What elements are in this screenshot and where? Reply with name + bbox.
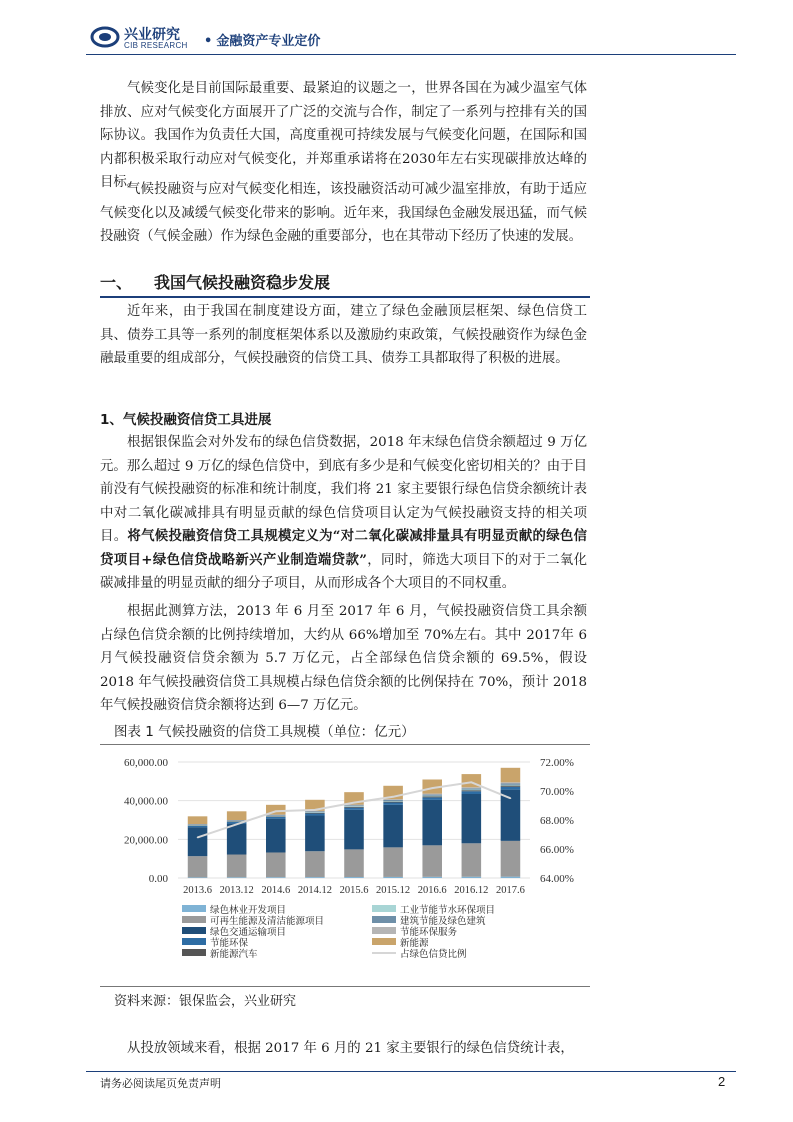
bar-segment (227, 824, 247, 855)
bar-segment (383, 799, 403, 800)
bar-segment (422, 800, 442, 845)
figure-top-border (100, 744, 590, 745)
y-left-tick-label: 0.00 (148, 873, 168, 885)
bar-segment (501, 782, 521, 783)
figure-source: 资料来源：银保监会，兴业研究 (114, 994, 297, 1009)
ratio-point (236, 824, 238, 826)
page-header (86, 24, 706, 54)
bar-segment (462, 790, 482, 791)
bar-segment (305, 851, 325, 877)
bar-segment (344, 808, 364, 810)
legend-label: 新能源汽车 (210, 949, 258, 960)
bar-segment (422, 795, 442, 796)
bar-segment (188, 827, 208, 856)
footer-disclaimer: 请务必阅读尾页免责声明 (100, 1077, 221, 1090)
paragraph-estimate: 根据此测算方法，2013 年 6 月至 2017 年 6 月，气候投融资信贷工具余额占绿色信贷余额的比例持续增加，大约从 66%增加至 70%左右。其中 2017年 6 月气候投融资信贷余额为 5.7 万亿元，占全部绿色信贷余额的 69.5%，假设 2018 年气候投融资信贷工具规模占绿色信贷余额的比例保持在 70%，预计 2018 年气候投融资信贷余额将达到 6—7 万亿元。 (100, 604, 587, 713)
ratio-point (431, 787, 433, 789)
bar-segment (188, 816, 208, 824)
bar-segment (227, 855, 247, 878)
x-tick-label: 2014.12 (297, 885, 332, 896)
bar-segment (305, 814, 325, 816)
legend-swatch (182, 949, 206, 956)
x-tick-label: 2015.6 (339, 885, 369, 896)
bar-segment (266, 816, 286, 817)
bar-segment (344, 810, 364, 850)
bar-segment (383, 805, 403, 848)
header-subtitle: • 金融资产专业定价 (204, 34, 321, 49)
bar-segment (383, 802, 403, 803)
bar-segment (383, 801, 403, 802)
bar-segment (422, 877, 442, 878)
page-number: 2 (718, 1074, 726, 1089)
figure-bottom-border (100, 986, 590, 987)
bar-segment (501, 785, 521, 786)
bar-segment (501, 787, 521, 790)
legend-label: 节能环保 (210, 938, 249, 949)
legend-swatch (372, 927, 396, 934)
y-right-tick-label: 70.00% (540, 786, 574, 798)
legend-label: 工业节能节水环保项目 (400, 905, 496, 916)
bar-segment (227, 811, 247, 820)
legend-swatch (182, 927, 206, 934)
y-right-tick-label: 72.00% (540, 757, 574, 769)
bar-segment (462, 877, 482, 878)
legend-label: 占绿色信贷比例 (400, 949, 467, 960)
logo-text-en: CIB RESEARCH (124, 41, 188, 50)
legend-label: 绿色林业开发项目 (210, 905, 287, 916)
x-tick-label: 2013.6 (183, 885, 212, 896)
bar-segment (188, 824, 208, 825)
ratio-point (197, 837, 199, 839)
y-left-tick-label: 20,000.00 (124, 834, 168, 847)
bar-segment (344, 805, 364, 806)
x-tick-label: 2013.12 (219, 885, 254, 896)
legend-swatch (372, 916, 396, 923)
y-left-tick-label: 40,000.00 (124, 795, 168, 808)
header-divider (86, 54, 736, 55)
bar-segment (266, 817, 286, 819)
bar-segment (188, 877, 208, 878)
footer-divider (86, 1071, 736, 1072)
legend-label: 新能源 (400, 938, 429, 949)
ratio-point (471, 782, 473, 784)
bar-segment (188, 856, 208, 877)
bar-segment (305, 877, 325, 878)
x-tick-label: 2017.6 (496, 885, 525, 896)
bar-segment (422, 845, 442, 877)
subsection-heading: 1、气候投融资信贷工具进展 (100, 412, 272, 428)
bar-segment (266, 815, 286, 816)
cib-logo-icon (90, 26, 120, 48)
definition-bold-text: 将气候投融资信贷工具规模定义为“对二氧化碳减排量具有明显贡献的绿色信贷项目+绿色信贷战略新兴产业制造端贷款” (100, 528, 587, 568)
bar-segment (266, 852, 286, 877)
ratio-point (275, 811, 277, 813)
logo-text-cn: 兴业研究 (124, 27, 180, 43)
bar-segment (344, 849, 364, 877)
bar-segment (462, 791, 482, 794)
bar-segment (344, 877, 364, 878)
bar-segment (422, 796, 442, 797)
section-divider (100, 296, 590, 298)
bar-segment (501, 841, 521, 877)
bar-segment (344, 807, 364, 808)
bar-segment (188, 826, 208, 827)
x-tick-label: 2016.6 (417, 885, 447, 896)
ratio-point (392, 796, 394, 798)
legend-label: 绿色交通运输项目 (210, 927, 287, 938)
paragraph-intro-2: 气候投融资与应对气候变化相连，该投融资活动可减少温室排放，有助于适应气候变化以及减缓气候变化带来的影响。近年来，我国绿色金融发展迅猛，而气候投融资（气候金融）作为绿色金融的重要部分，也在其带动下经历了快速的发展。 (100, 182, 587, 244)
y-right-tick-label: 64.00% (540, 873, 574, 885)
section-heading: 一、 我国气候投融资稳步发展 (100, 273, 331, 292)
y-left-tick-label: 60,000.00 (124, 757, 168, 769)
bar-segment (462, 843, 482, 876)
legend-swatch (372, 905, 396, 912)
ratio-point (314, 809, 316, 811)
bar-segment (501, 783, 521, 784)
x-tick-label: 2016.12 (454, 885, 489, 896)
bar-segment (266, 877, 286, 878)
bar-segment (227, 877, 247, 878)
bar-segment (383, 803, 403, 805)
legend-label: 节能环保服务 (400, 927, 458, 938)
figure-title: 图表 1 气候投融资的信贷工具规模（单位：亿元） (114, 724, 415, 740)
x-tick-label: 2015.12 (376, 885, 411, 896)
bar-segment (383, 847, 403, 877)
bar-segment (462, 788, 482, 789)
paragraph-credit-tool: 根据银保监会对外发布的绿色信贷数据，2018 年末绿色信贷余额超过 9 万亿元。那么超过 9 万亿的绿色信贷中，到底有多少是和气候变化密切相关的？由于目前没有气候投融资的标准和统计制度，我们将 21 家主要银行绿色信贷余额统计表中对二氧化碳减排具有明显贡献的绿色信贷项目认定为气候投融资支持的相关项目。将气候投融资信贷工具规模定义为“对二氧化碳减排量具有明显贡献的绿色信贷项目+绿色信贷战略新兴产业制造端贷款”，同时，筛选大项目下的对于二氧化碳减排量的明显贡献的细分子项目，从而形成各个大项目的不同权重。 (100, 435, 588, 591)
bar-segment (462, 794, 482, 843)
bar-segment (383, 800, 403, 801)
paragraph-section-1: 近年来，由于我国在制度建设方面，建立了绿色金融顶层框架、绿色信贷工具、债券工具等一系列的制度框架体系以及激励约束政策，气候投融资作为绿色金融最重要的组成部分，气候投融资的信贷工具、债券工具都取得了积极的进展。 (100, 304, 587, 366)
bar-segment (462, 790, 482, 791)
bar-segment (501, 877, 521, 878)
legend-swatch (372, 938, 396, 945)
paragraph-intro-1: 气候变化是目前国际最重要、最紧迫的议题之一，世界各国在为减少温室气体排放、应对气候变化方面展开了广泛的交流与合作，制定了一系列与控排有关的国际协议。我国作为负责任大国，高度重视可持续发展与气候变化问题，在国际和国内都积极采取行动应对气候变化，并郑重承诺将在2030年左右实现碳排放达峰的目标。 (100, 81, 587, 190)
bar-segment (501, 786, 521, 787)
legend-swatch (182, 938, 206, 945)
bar-segment (501, 768, 521, 783)
legend-label: 建筑节能及绿色建筑 (400, 916, 486, 927)
y-right-tick-label: 66.00% (540, 844, 574, 856)
bar-segment (383, 877, 403, 878)
bar-segment (422, 797, 442, 800)
bar-segment (305, 815, 325, 851)
bar-segment (305, 811, 325, 812)
bar-segment (422, 794, 442, 795)
bar-segment (305, 813, 325, 814)
legend-label: 可再生能源及清洁能源项目 (210, 916, 325, 927)
x-tick-label: 2014.6 (261, 885, 291, 896)
credit-tool-chart (100, 748, 590, 984)
bar-segment (344, 806, 364, 807)
legend-swatch (182, 905, 206, 912)
ratio-point (353, 802, 355, 804)
bar-segment (462, 787, 482, 788)
ratio-point (510, 797, 512, 799)
legend-swatch (182, 916, 206, 923)
bar-segment (422, 796, 442, 797)
paragraph-investment-field: 从投放领域来看，根据 2017 年 6 月的 21 家主要银行的绿色信贷统计表， (127, 1041, 574, 1056)
y-right-tick-label: 68.00% (540, 815, 574, 827)
bar-segment (266, 819, 286, 853)
